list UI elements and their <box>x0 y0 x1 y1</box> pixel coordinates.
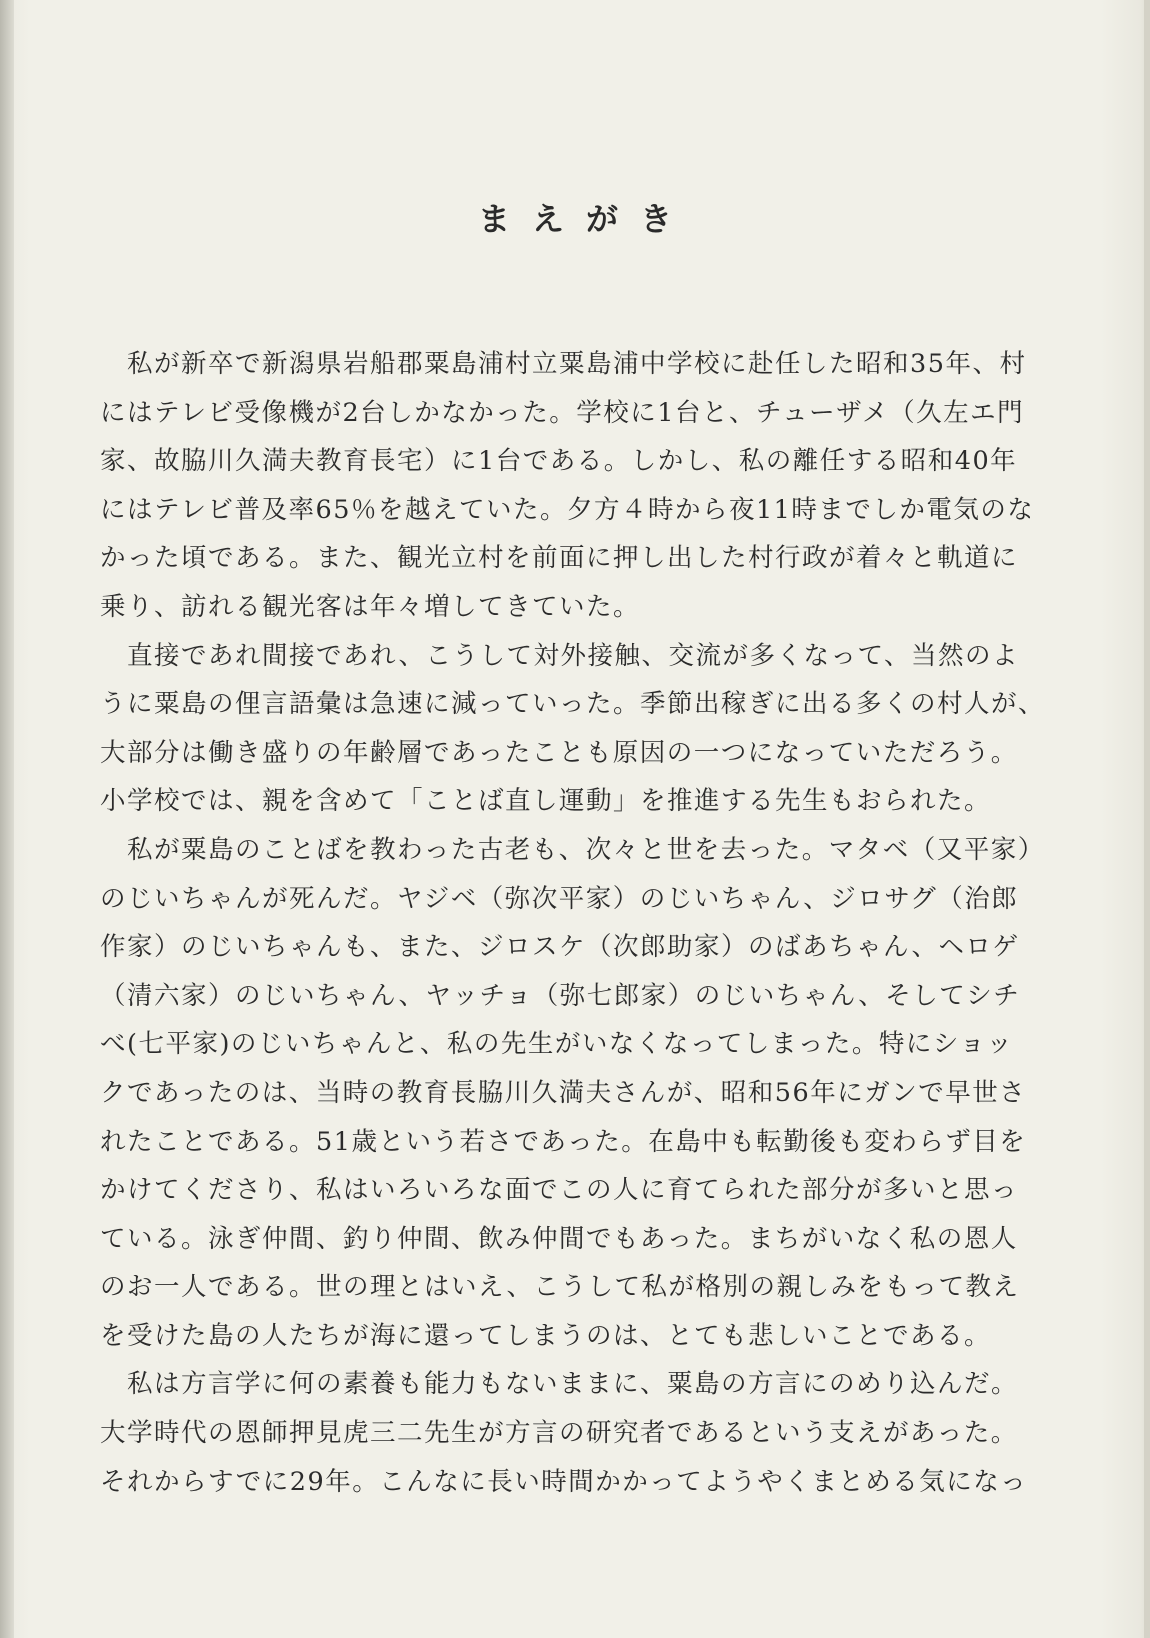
text-line: 大学時代の恩師押見虎三二先生が方言の研究者であるという支えがあった。 <box>100 1418 1018 1449</box>
page-right-edge <box>1144 0 1150 1638</box>
text-line: かけてくださり、私はいろいろな面でこの人に育てられた部分が多いと思っ <box>100 1175 1019 1206</box>
text-line: 直接であれ間接であれ、こうして対外接触、交流が多くなって、当然のよ <box>100 640 1020 671</box>
page-title: まえがき <box>477 200 694 238</box>
text-line: 乗り、訪れる観光客は年々増してきていた。 <box>100 591 641 622</box>
text-line: のお一人である。世の理とはいえ、こうして私が格別の親しみをもって教え <box>100 1272 1020 1303</box>
text-line: 小学校では、親を含めて「ことば直し運動」を推進する先生もおられた。 <box>100 786 992 817</box>
body-text <box>100 340 1046 1506</box>
text-line: べ(七平家)のじいちゃんと、私の先生がいなくなってしまった。特にショッ <box>100 1029 1014 1060</box>
text-line: 私が粟島のことばを教わった古老も、次々と世を去った。マタベ（又平家） <box>100 834 1045 865</box>
text-line: それからすでに29年。こんなに長い時間かかってようやくまとめる気になっ <box>100 1466 1028 1497</box>
text-line: うに粟島の俚言語彙は急速に減っていった。季節出稼ぎに出る多くの村人が、 <box>100 689 1046 720</box>
text-line: 家、故脇川久満夫教育長宅）に1台である。しかし、私の離任する昭和40年 <box>100 446 1018 477</box>
text-line: にはテレビ受像機が2台しかなかった。学校に1台と、チューザメ（久左エ門 <box>100 397 1025 428</box>
text-line: （清六家）のじいちゃん、ヤッチョ（弥七郎家）のじいちゃん、そしてシチ <box>100 980 1021 1011</box>
text-line: れたことである。51歳という若さであった。在島中も転勤後も変わらず目を <box>100 1126 1027 1157</box>
text-line: ている。泳ぎ仲間、釣り仲間、飲み仲間でもあった。まちがいなく私の恩人 <box>100 1223 1018 1254</box>
text-line: 大部分は働き盛りの年齢層であったことも原因の一つになっていただろう。 <box>100 737 1018 768</box>
text-line: 私は方言学に何の素養も能力もないままに、粟島の方言にのめり込んだ。 <box>100 1369 1019 1400</box>
binding-edge <box>0 0 14 1638</box>
text-line: のじいちゃんが死んだ。ヤジベ（弥次平家）のじいちゃん、ジロサグ（治郎 <box>100 883 1019 914</box>
text-line: かった頃である。また、観光立村を前面に押し出した村行政が着々と軌道に <box>100 543 1019 574</box>
text-line: クであったのは、当時の教育長脇川久満夫さんが、昭和56年にガンで早世さ <box>100 1077 1027 1108</box>
text-line: にはテレビ普及率65％を越えていた。夕方４時から夜11時までしか電気のな <box>100 494 1035 525</box>
text-line: を受けた島の人たちが海に還ってしまうのは、とても悲しいことである。 <box>100 1320 992 1351</box>
text-line: 作家）のじいちゃんも、また、ジロスケ（次郎助家）のばあちゃん、ヘロゲ <box>100 932 1020 963</box>
text-line: 私が新卒で新潟県岩船郡粟島浦村立粟島浦中学校に赴任した昭和35年、村 <box>100 349 1027 379</box>
